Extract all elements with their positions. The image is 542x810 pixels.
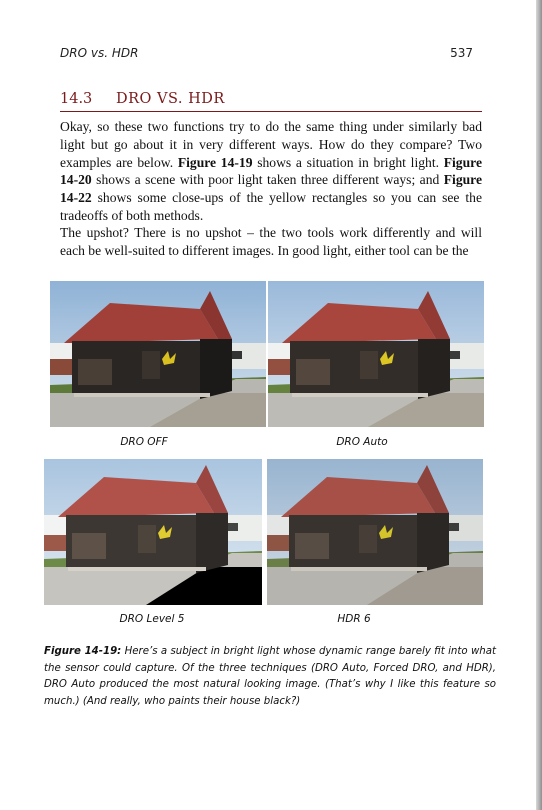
section-heading: [60, 91, 482, 112]
photo-label: DRO Level 5: [119, 613, 185, 625]
photo-hdr-6: [267, 459, 483, 605]
figure-caption: [44, 644, 496, 710]
figure-caption-text: Here’s a subject in bright light whose dynamic range barely fit into what the sensor could capture. Of the three techniques (DRO Auto, Forced DRO, and HDR), DRO Auto produced the most natural looking image. (That’s why I like this feature so much.) (And really, who paints their house black?): [44, 646, 496, 707]
photo-dro-off: [50, 281, 266, 427]
section-number: 14.3: [60, 91, 93, 107]
photo-label: DRO Auto: [336, 436, 388, 448]
figure-reference-link[interactable]: Figure 14-22: [60, 172, 482, 206]
paragraph-text: shows a scene with poor light taken three different ways; and: [91, 172, 444, 188]
figure-caption-label: Figure 14-19:: [44, 646, 122, 657]
page-number: 537: [450, 46, 473, 60]
photo-dro-level-5: [44, 459, 262, 605]
paragraph-text: shows a situation in bright light.: [252, 154, 444, 170]
paragraph-intro: [60, 118, 482, 225]
running-header-title: DRO vs. HDR: [60, 46, 139, 60]
paragraph-text: The upshot? There is no upshot – the two tools work differently and will each be well-suited to different images. In good light, either tool can be the: [60, 225, 482, 258]
page-edge: [536, 0, 542, 810]
figure-reference-link[interactable]: Figure 14-19: [177, 154, 253, 170]
section-title: DRO VS. HDR: [116, 91, 225, 107]
photo-label: HDR 6: [337, 613, 371, 625]
paragraph-upshot: [60, 224, 482, 260]
paragraph-text: Okay, so these two functions try to do the same thing under similarly bad light but go about it in very different ways. How do they compare? Two examples are below.: [60, 119, 482, 170]
figure-reference-link[interactable]: Figure 14-20: [60, 154, 482, 188]
paragraph-text: shows some close-ups of the yellow rectangles so you can see the tradeoffs of both methods.: [60, 190, 482, 223]
photo-dro-auto: [268, 281, 484, 427]
running-header: [60, 46, 473, 64]
photo-label: DRO OFF: [120, 436, 168, 448]
